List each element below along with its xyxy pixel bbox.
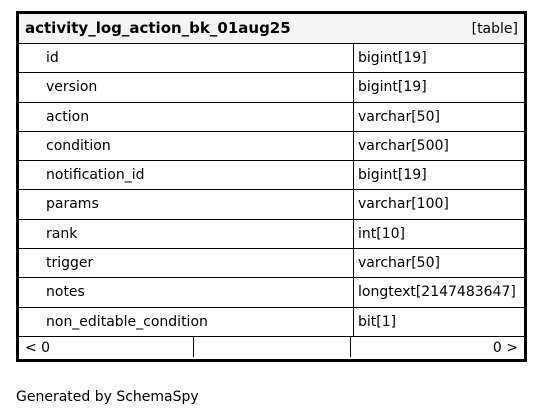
column-divider (353, 44, 354, 337)
column-list (19, 44, 524, 337)
column-type: longtext[2147483647] (358, 284, 516, 301)
column-type: bigint[19] (358, 167, 427, 184)
column-name: notes (46, 284, 85, 301)
footer-divider (350, 337, 351, 357)
column-name: rank (46, 225, 78, 242)
column-name: action (46, 108, 90, 125)
column-row (19, 190, 524, 219)
column-name: non_editable_condition (46, 313, 208, 330)
column-type: bigint[19] (358, 50, 427, 66)
column-type: varchar[500] (358, 137, 449, 154)
column-type: varchar[50] (358, 108, 440, 125)
column-name: notification_id (46, 167, 145, 184)
parents-count: < 0 (25, 340, 51, 356)
children-count: 0 > (492, 340, 518, 356)
column-row (19, 73, 524, 102)
table-header (19, 14, 524, 44)
table-kind-label: [table] (471, 21, 518, 37)
table-node (16, 11, 527, 362)
column-name: condition (46, 137, 111, 154)
column-type: bigint[19] (358, 79, 427, 96)
table-footer (19, 337, 524, 359)
footer-divider (193, 337, 194, 357)
column-name: version (46, 79, 98, 96)
column-row (19, 161, 524, 190)
column-row (19, 249, 524, 278)
column-row (19, 44, 524, 73)
generated-by-caption: Generated by SchemaSpy (16, 389, 199, 405)
column-name: params (46, 196, 99, 213)
table-name: activity_log_action_bk_01aug25 (25, 19, 291, 37)
column-row (19, 278, 524, 307)
column-type: varchar[100] (358, 196, 449, 213)
column-row (19, 103, 524, 132)
column-name: id (46, 50, 59, 66)
column-type: varchar[50] (358, 255, 440, 272)
column-type: int[10] (358, 225, 405, 242)
column-type: bit[1] (358, 313, 397, 330)
column-name: trigger (46, 255, 94, 272)
column-row (19, 132, 524, 161)
column-row (19, 308, 524, 337)
column-row (19, 220, 524, 249)
